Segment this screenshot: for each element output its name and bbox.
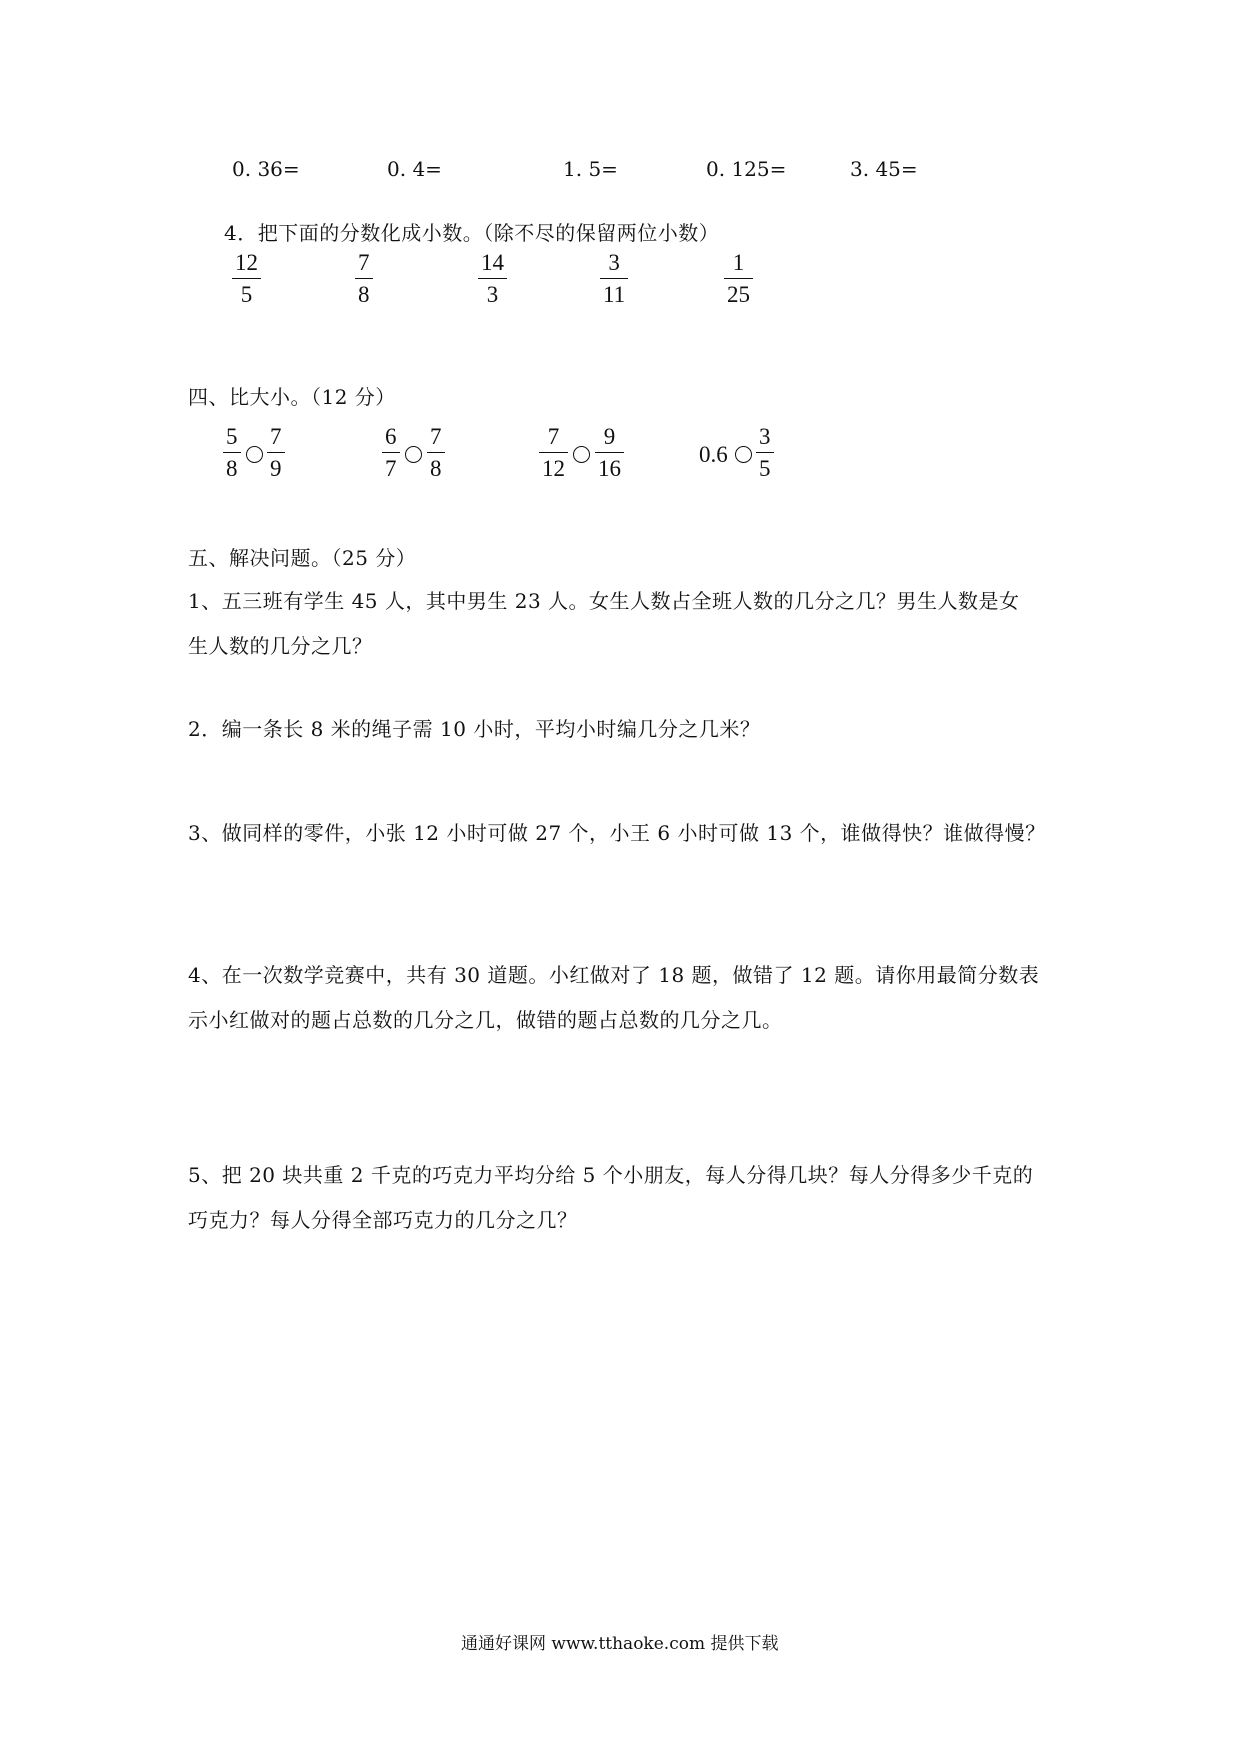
problem1-line2: 生人数的几分之几？: [188, 634, 373, 658]
fraction-bar: [478, 278, 507, 279]
denominator: 5: [240, 282, 253, 307]
denominator: 7: [385, 456, 397, 481]
compare2-left-fraction: [382, 424, 400, 482]
fraction-bar: [724, 278, 753, 279]
denominator: 12: [542, 456, 565, 481]
decimal-item-2: 0. 4=: [387, 157, 442, 181]
denominator: 8: [226, 456, 238, 481]
numerator: 7: [547, 424, 560, 449]
fraction-bar: [539, 452, 568, 453]
compare1-circle-blank[interactable]: [246, 446, 263, 463]
decimal-item-3: 1. 5=: [563, 157, 618, 181]
q4-fraction-4: [600, 250, 628, 308]
numerator: 7: [358, 250, 370, 275]
compare2-circle-blank[interactable]: [405, 446, 422, 463]
q4-fraction-1: [232, 250, 261, 308]
numerator: 14: [481, 250, 504, 275]
fraction-bar: [595, 452, 624, 453]
compare1-right-fraction: [267, 424, 285, 482]
denominator: 8: [358, 282, 370, 307]
problem5-line2: 巧克力？每人分得全部巧克力的几分之几？: [188, 1208, 578, 1232]
problem2: 2．编一条长 8 米的绳子需 10 小时，平均小时编几分之几米？: [188, 717, 761, 741]
fraction-bar: [756, 452, 774, 453]
problem4-line1: 4、在一次数学竞赛中，共有 30 道题。小红做对了 18 题，做错了 12 题。请你用最简分数表: [188, 963, 1040, 987]
denominator: 3: [486, 282, 499, 307]
numerator: 7: [270, 424, 282, 449]
fraction-bar: [232, 278, 261, 279]
decimal-item-5: 3. 45=: [850, 157, 918, 181]
compare1-left-fraction: [223, 424, 241, 482]
fraction-bar: [223, 452, 241, 453]
fraction-bar: [382, 452, 400, 453]
problem4-line2: 示小红做对的题占总数的几分之几，做错的题占总数的几分之几。: [188, 1008, 783, 1032]
denominator: 8: [430, 456, 442, 481]
numerator: 5: [226, 424, 238, 449]
denominator: 11: [603, 282, 626, 307]
denominator: 16: [598, 456, 621, 481]
numerator: 9: [603, 424, 616, 449]
compare3-left-fraction: [539, 424, 568, 482]
compare4-circle-blank[interactable]: [735, 446, 752, 463]
problem1-line1: 1、五三班有学生 45 人，其中男生 23 人。女生人数占全班人数的几分之几？男生人数是女: [188, 589, 1020, 613]
fraction-bar: [355, 278, 373, 279]
fraction-bar: [600, 278, 628, 279]
fraction-bar: [427, 452, 445, 453]
numerator: 7: [430, 424, 442, 449]
numerator: 12: [235, 250, 258, 275]
denominator: 9: [270, 456, 282, 481]
numerator: 6: [385, 424, 397, 449]
q4-heading: 4．把下面的分数化成小数。（除不尽的保留两位小数）: [224, 221, 720, 245]
denominator: 25: [727, 282, 750, 307]
problem5-line1: 5、把 20 块共重 2 千克的巧克力平均分给 5 个小朋友，每人分得几块？每人分得多少千克的: [188, 1163, 1034, 1187]
denominator: 5: [759, 456, 771, 481]
compare3-right-fraction: [595, 424, 624, 482]
numerator: 3: [608, 250, 620, 275]
section5-heading: 五、解决问题。（25 分）: [188, 546, 417, 570]
q4-fraction-3: [478, 250, 507, 308]
decimal-item-4: 0. 125=: [706, 157, 787, 181]
q4-fraction-5: [724, 250, 753, 308]
compare3-circle-blank[interactable]: [573, 446, 590, 463]
decimal-item-1: 0. 36=: [232, 157, 300, 181]
numerator: 1: [732, 250, 745, 275]
section4-heading: 四、比大小。（12 分）: [188, 385, 396, 409]
page-footer: 通通好课网 www.tthaoke.com 提供下载: [461, 1634, 779, 1654]
problem3: 3、做同样的零件，小张 12 小时可做 27 个，小王 6 小时可做 13 个，谁做得快？谁做得慢？: [188, 821, 1046, 845]
q4-fraction-2: [355, 250, 373, 308]
fraction-bar: [267, 452, 285, 453]
compare2-right-fraction: [427, 424, 445, 482]
compare4-left-decimal: 0.6: [699, 442, 728, 467]
compare4-right-fraction: [756, 424, 774, 482]
numerator: 3: [759, 424, 771, 449]
